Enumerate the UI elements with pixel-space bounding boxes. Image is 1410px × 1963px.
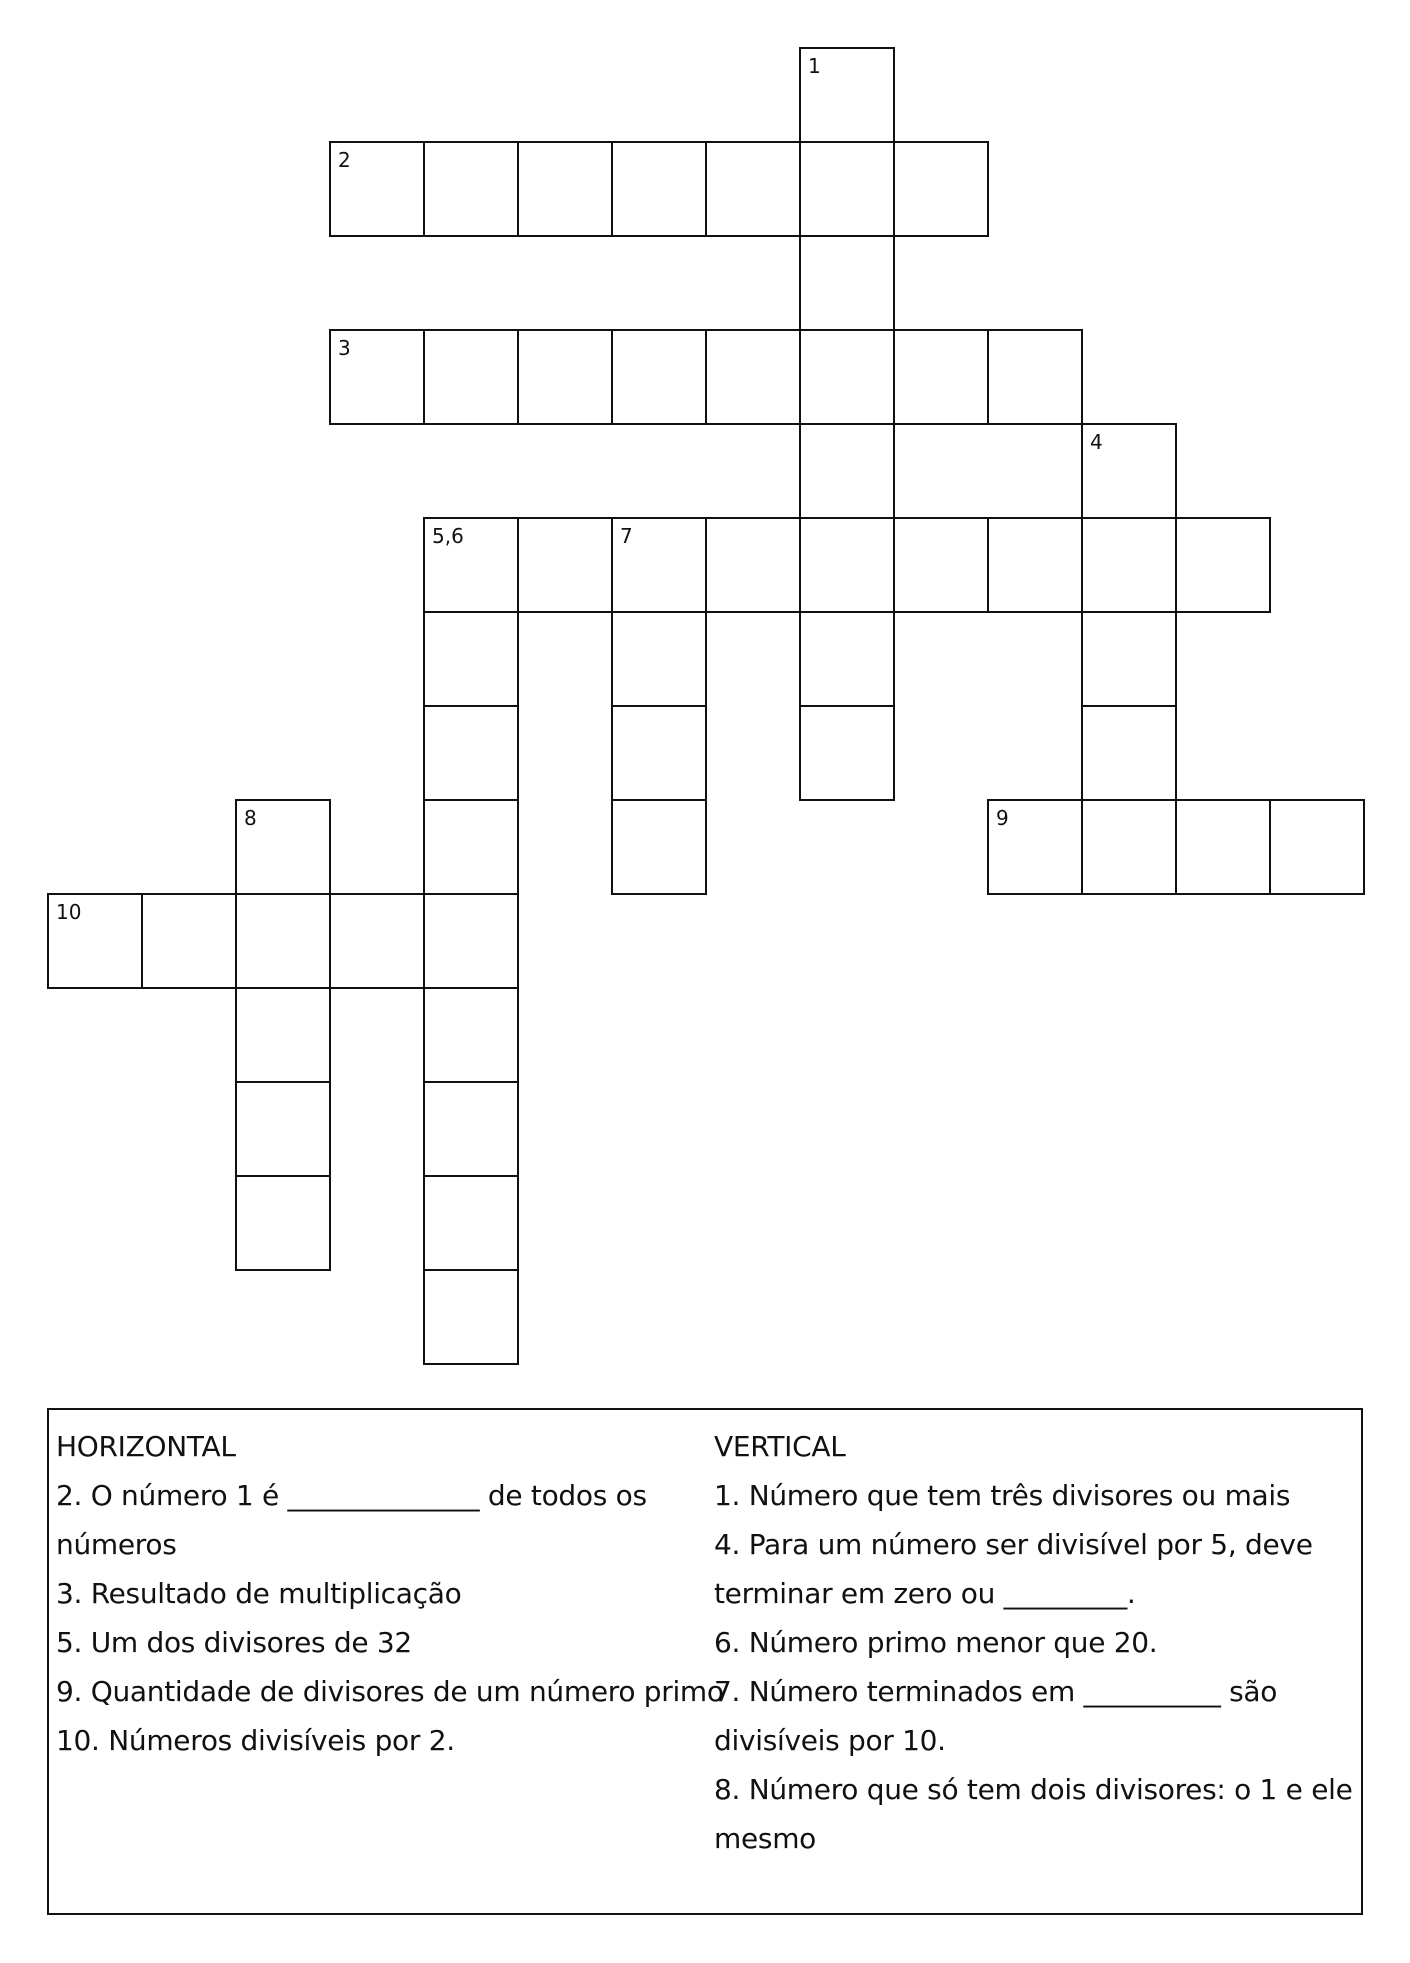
clue-number: 8 [244, 806, 257, 830]
clue-h-9: 9. Quantidade de divisores de um número primo [56, 1675, 724, 1708]
crossword-cell [423, 987, 519, 1083]
clue-number: 7 [620, 524, 633, 548]
clue-h-3: 3. Resultado de multiplicação [56, 1577, 462, 1610]
crossword-cell [893, 141, 989, 237]
crossword-cell [423, 893, 519, 989]
crossword-cell [1081, 423, 1177, 519]
crossword-cell [1081, 705, 1177, 801]
crossword-cell [1269, 799, 1365, 895]
crossword-cell [1175, 517, 1271, 613]
crossword-cell [611, 517, 707, 613]
clue-h-5: 5. Um dos divisores de 32 [56, 1626, 412, 1659]
clue-v-6: 6. Número primo menor que 20. [714, 1626, 1158, 1659]
crossword-cell [799, 611, 895, 707]
crossword-cell [705, 141, 801, 237]
crossword-cell [799, 517, 895, 613]
crossword-cell [423, 611, 519, 707]
crossword-cell [705, 517, 801, 613]
crossword-cell [1081, 799, 1177, 895]
crossword-cell [329, 893, 425, 989]
vertical-clues [714, 1422, 1354, 1863]
crossword-cell [1175, 799, 1271, 895]
clue-number: 5,6 [432, 524, 464, 548]
clues-box [47, 1408, 1363, 1915]
clue-h-2: 2. O número 1 é ______________ de todos os números [56, 1479, 647, 1561]
crossword-cell [423, 799, 519, 895]
crossword-cell [329, 141, 425, 237]
clue-v-1: 1. Número que tem três divisores ou mais [714, 1479, 1291, 1512]
crossword-cell [235, 1081, 331, 1177]
clue-number: 10 [56, 900, 82, 924]
clue-number: 9 [996, 806, 1009, 830]
clue-v-7: 7. Número terminados em __________ são divisíveis por 10. [714, 1675, 1278, 1757]
clue-number: 2 [338, 148, 351, 172]
crossword-cell [799, 235, 895, 331]
crossword-cell [799, 141, 895, 237]
crossword-cell [799, 329, 895, 425]
crossword-cell [141, 893, 237, 989]
crossword-cell [799, 47, 895, 143]
crossword-cell [423, 1175, 519, 1271]
clue-number: 1 [808, 54, 821, 78]
horizontal-clues [56, 1422, 724, 1765]
clue-number: 3 [338, 336, 351, 360]
clue-v-4: 4. Para um número ser divisível por 5, deve terminar em zero ou _________. [714, 1528, 1313, 1610]
crossword-cell [423, 517, 519, 613]
crossword-cell [705, 329, 801, 425]
crossword-cell [423, 1081, 519, 1177]
crossword-cell [423, 329, 519, 425]
crossword-cell [611, 799, 707, 895]
clue-h-10: 10. Números divisíveis por 2. [56, 1724, 455, 1757]
horizontal-title: HORIZONTAL [56, 1430, 236, 1463]
crossword-cell [799, 705, 895, 801]
crossword-cell [799, 423, 895, 519]
clue-number: 4 [1090, 430, 1103, 454]
crossword-cell [893, 517, 989, 613]
crossword-cell [423, 1269, 519, 1365]
crossword-cell [235, 799, 331, 895]
crossword-cell [235, 987, 331, 1083]
crossword-cell [987, 329, 1083, 425]
crossword-cell [235, 1175, 331, 1271]
vertical-title: VERTICAL [714, 1430, 846, 1463]
crossword-cell [517, 141, 613, 237]
crossword-cell [611, 611, 707, 707]
crossword-cell [1081, 517, 1177, 613]
crossword-cell [423, 705, 519, 801]
crossword-cell [235, 893, 331, 989]
crossword-cell [517, 329, 613, 425]
crossword-cell [517, 517, 613, 613]
crossword-cell [987, 517, 1083, 613]
crossword-cell [1081, 611, 1177, 707]
crossword-cell [893, 329, 989, 425]
crossword-cell [423, 141, 519, 237]
clue-v-8: 8. Número que só tem dois divisores: o 1 e ele mesmo [714, 1773, 1353, 1855]
crossword-cell [47, 893, 143, 989]
crossword-cell [611, 705, 707, 801]
crossword-cell [329, 329, 425, 425]
crossword-cell [611, 329, 707, 425]
crossword-cell [611, 141, 707, 237]
crossword-cell [987, 799, 1083, 895]
